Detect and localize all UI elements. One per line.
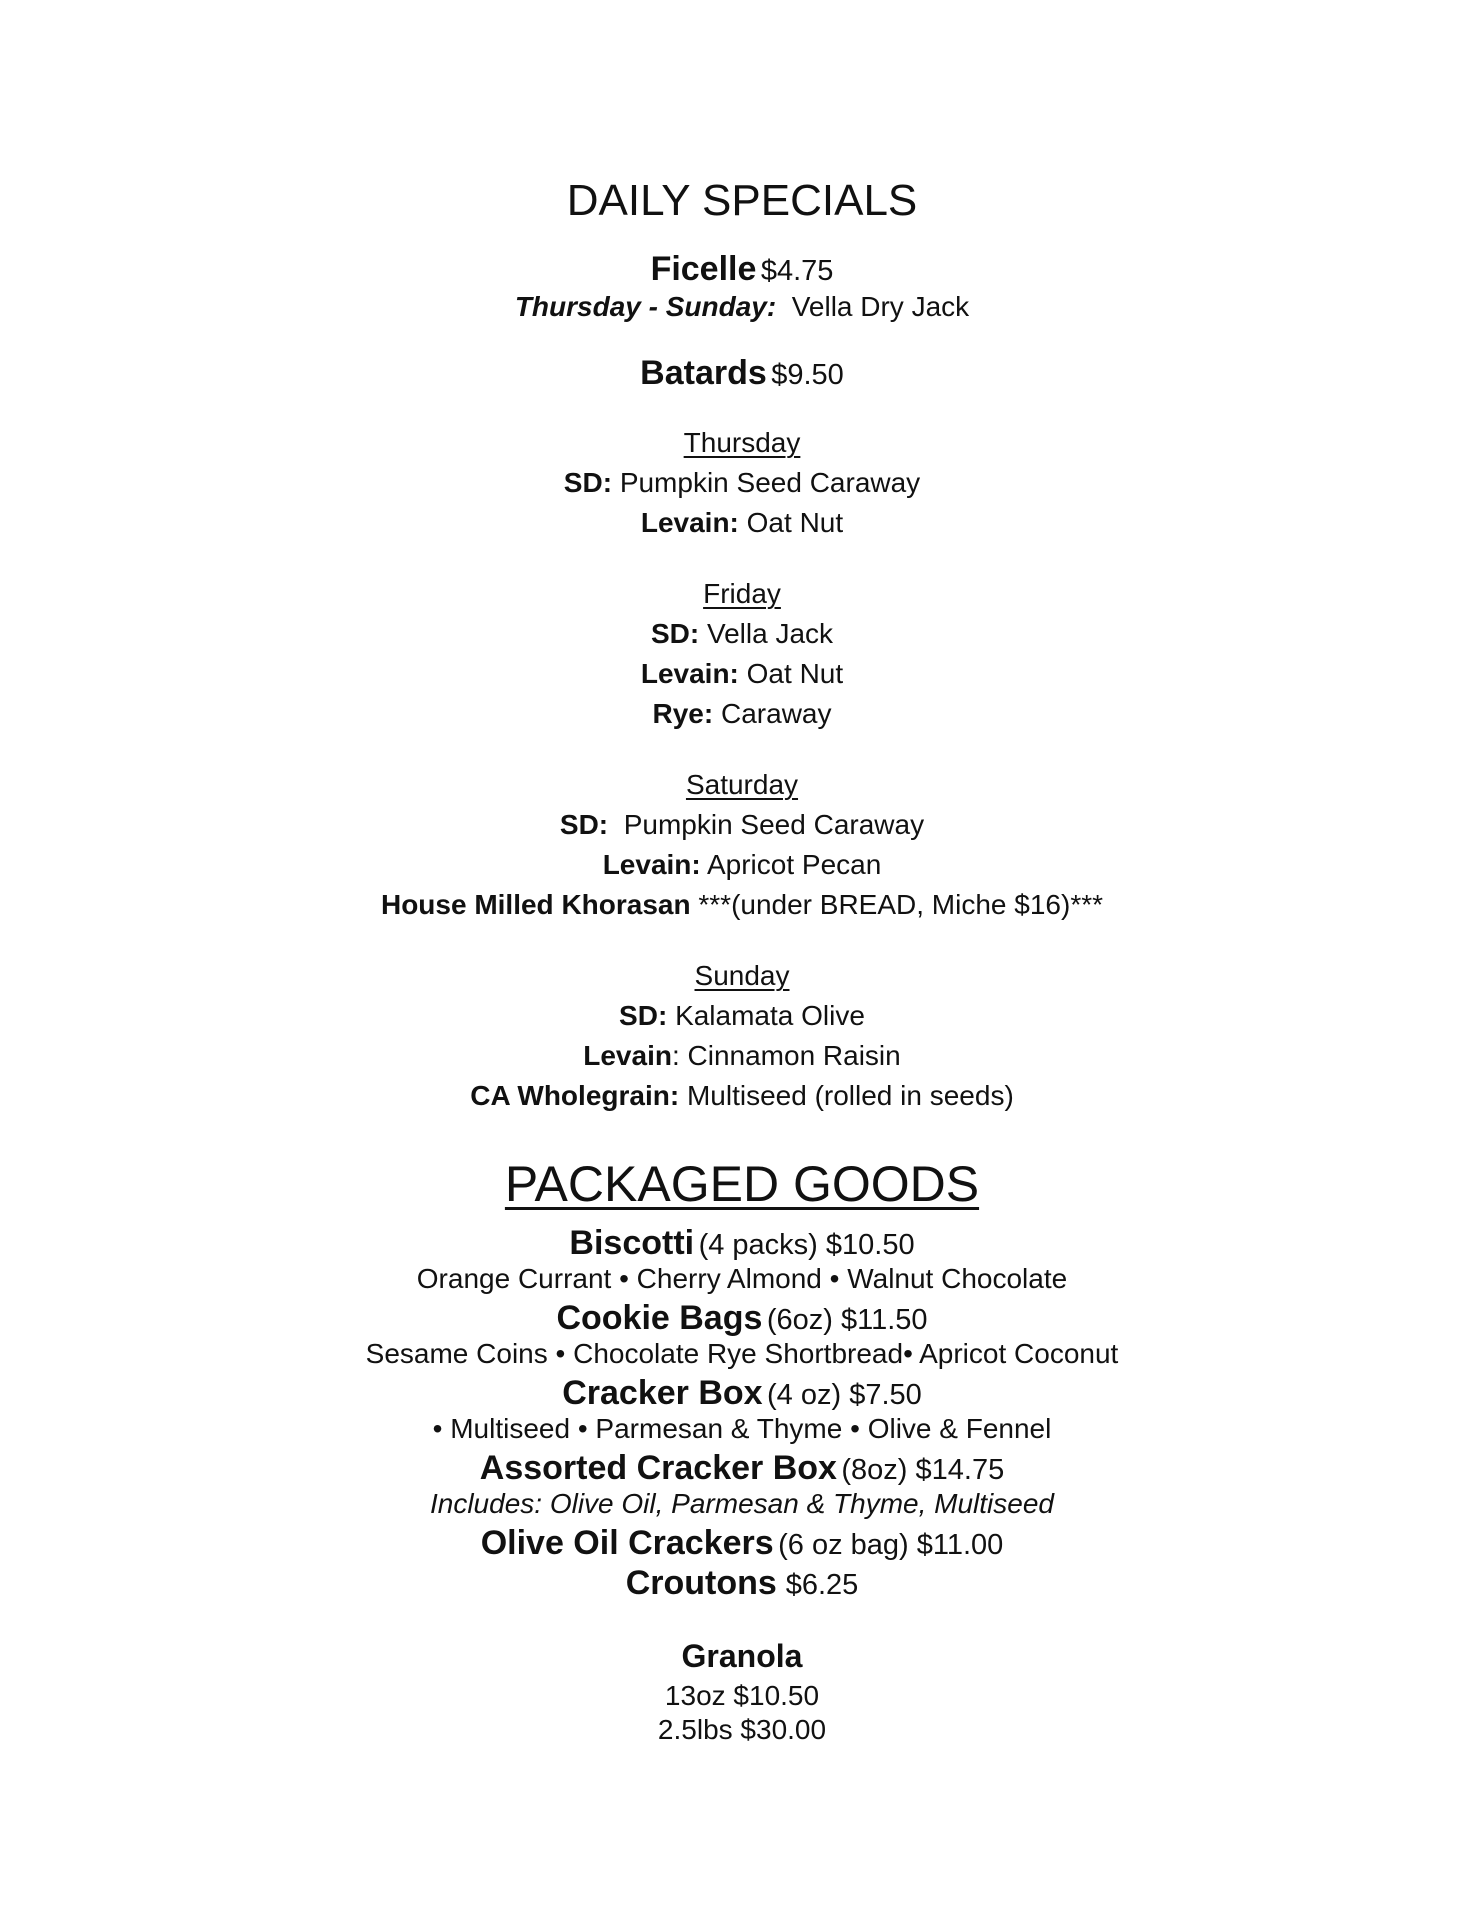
sunday-item xyxy=(0,1040,1484,1072)
saturday-item xyxy=(0,889,1484,921)
batards-price: $9.50 xyxy=(771,359,844,391)
granola-name: Granola xyxy=(681,1638,803,1674)
item-value: Apricot Pecan xyxy=(706,849,882,880)
assorted-cracker-box-includes: Includes: Olive Oil, Parmesan & Thyme, Multiseed xyxy=(429,1488,1054,1519)
cracker-box-name: Cracker Box xyxy=(562,1374,763,1412)
item-label: CA Wholegrain: xyxy=(470,1080,680,1111)
item-value: Kalamata Olive xyxy=(675,1000,865,1031)
daily-specials-heading: DAILY SPECIALS xyxy=(566,176,918,225)
item-value: Caraway xyxy=(721,698,832,729)
ficelle-flavor: Vella Dry Jack xyxy=(791,291,970,322)
item-label: Levain: xyxy=(602,849,701,880)
item-label: Levain: xyxy=(640,507,739,538)
item-value: Vella Jack xyxy=(706,618,834,649)
day-heading-saturday: Saturday xyxy=(685,769,799,800)
item-value: Oat Nut xyxy=(746,658,844,689)
cracker-box-line xyxy=(0,1374,1484,1413)
saturday-item xyxy=(0,809,1484,841)
olive-oil-crackers-detail: (6 oz bag) $11.00 xyxy=(778,1529,1004,1561)
item-label: Levain xyxy=(583,1040,672,1071)
saturday-item xyxy=(0,849,1484,881)
item-value: : Cinnamon Raisin xyxy=(671,1040,901,1071)
biscotti-line xyxy=(0,1224,1484,1263)
biscotti-detail: (4 packs) $10.50 xyxy=(698,1229,915,1261)
ficelle-price: $4.75 xyxy=(760,255,834,287)
batards-line xyxy=(0,354,1484,393)
packaged-goods-heading: PACKAGED GOODS xyxy=(504,1156,980,1212)
item-value: Multiseed (rolled in seeds) xyxy=(686,1080,1014,1111)
day-heading-thursday: Thursday xyxy=(683,427,801,458)
day-heading-sunday: Sunday xyxy=(694,960,790,991)
ficelle-days-line xyxy=(0,291,1484,323)
ficelle-days-label: Thursday - Sunday: xyxy=(514,291,777,322)
assorted-cracker-box-line xyxy=(0,1449,1484,1488)
friday-item xyxy=(0,698,1484,730)
croutons-detail: $6.25 xyxy=(785,1569,859,1601)
granola-small: 13oz $10.50 xyxy=(664,1680,820,1711)
item-value: Pumpkin Seed Caraway xyxy=(623,809,925,840)
cracker-box-flavors: • Multiseed • Parmesan & Thyme • Olive & Fennel xyxy=(432,1413,1052,1444)
item-label: SD: xyxy=(559,809,609,840)
croutons-name: Croutons xyxy=(625,1564,777,1602)
sunday-item xyxy=(0,1080,1484,1112)
biscotti-flavors: Orange Currant • Cherry Almond • Walnut Chocolate xyxy=(416,1263,1068,1294)
thursday-item xyxy=(0,467,1484,499)
cookie-bags-name: Cookie Bags xyxy=(556,1299,763,1337)
item-label: SD: xyxy=(650,618,700,649)
item-label: SD: xyxy=(563,467,613,498)
ficelle-line xyxy=(0,250,1484,289)
cookie-bags-flavors: Sesame Coins • Chocolate Rye Shortbread• Apricot Coconut xyxy=(365,1338,1119,1369)
cracker-box-detail: (4 oz) $7.50 xyxy=(767,1379,922,1411)
item-value: ***(under BREAD, Miche $16)*** xyxy=(698,889,1104,920)
day-heading-friday: Friday xyxy=(703,578,781,609)
biscotti-name: Biscotti xyxy=(569,1224,695,1262)
cookie-bags-detail: (6oz) $11.50 xyxy=(766,1304,928,1336)
assorted-cracker-box-name: Assorted Cracker Box xyxy=(479,1449,837,1487)
thursday-item xyxy=(0,507,1484,539)
sunday-item xyxy=(0,1000,1484,1032)
item-value: Oat Nut xyxy=(746,507,844,538)
item-label: Rye: xyxy=(652,698,714,729)
granola-large: 2.5lbs $30.00 xyxy=(657,1714,827,1745)
item-label: House Milled Khorasan xyxy=(380,889,691,920)
batards-name: Batards xyxy=(640,354,767,392)
friday-item xyxy=(0,658,1484,690)
assorted-cracker-box-detail: (8oz) $14.75 xyxy=(841,1454,1005,1486)
olive-oil-crackers-name: Olive Oil Crackers xyxy=(480,1524,774,1562)
item-value: Pumpkin Seed Caraway xyxy=(619,467,921,498)
friday-item xyxy=(0,618,1484,650)
ficelle-name: Ficelle xyxy=(650,250,757,288)
item-label: Levain: xyxy=(640,658,739,689)
croutons-line xyxy=(0,1564,1484,1603)
item-label: SD: xyxy=(619,1000,668,1031)
cookie-bags-line xyxy=(0,1299,1484,1338)
olive-oil-crackers-line xyxy=(0,1524,1484,1563)
